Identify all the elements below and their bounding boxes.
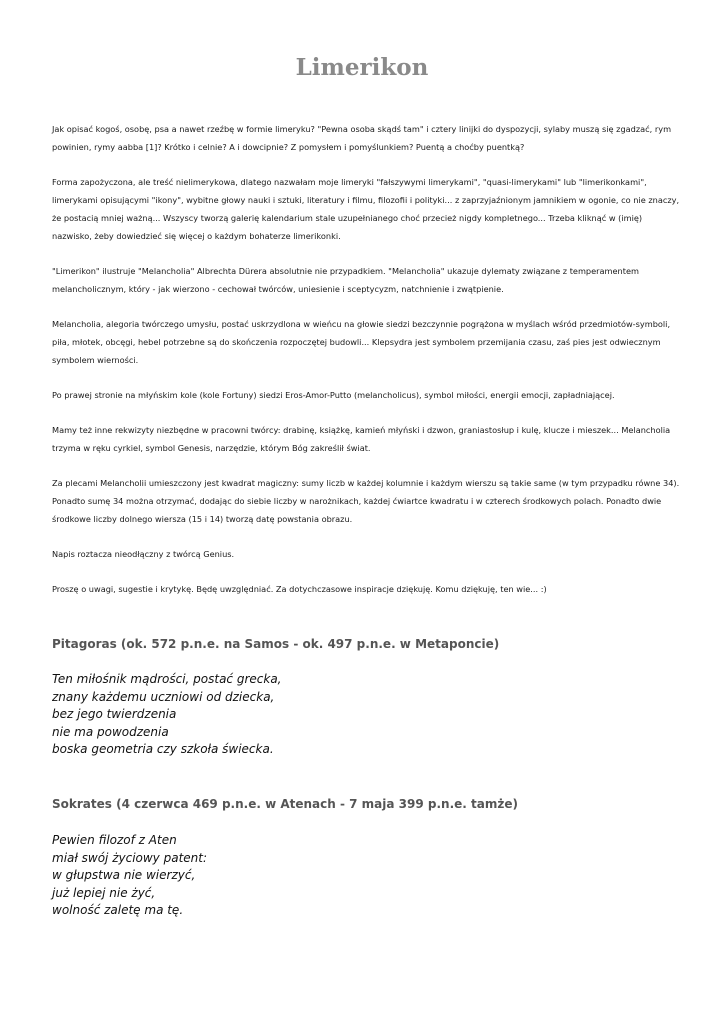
poem-line: miał swój życiowy patent: <box>52 850 208 865</box>
poem-line: Ten miłośnik mądrości, postać grecka, <box>52 672 282 686</box>
poem-line: bez jego twierdzenia <box>52 707 177 722</box>
entry-heading-sokrates[interactable]: Sokrates (4 czerwca 469 p.n.e. w Atenach - 7 maja 399 p.n.e. tamże) <box>52 797 518 811</box>
intro-paragraph: Po prawej stronie na młyńskim kole (kole Fortuny) siedzi Eros-Amor-Putto (melancholicus), symbol miłości, energii emocji, zapładniającej. <box>52 390 615 400</box>
poem-line: Pewien filozof z Aten <box>52 833 177 847</box>
poem-line: wolność zaletę ma tę. <box>52 903 184 918</box>
intro-text <box>52 120 680 615</box>
poem-line: znany każdemu uczniowi od dziecka, <box>52 689 275 704</box>
intro-paragraph: Melancholia, alegoria twórczego umysłu, postać uskrzydlona w wieńcu na głowie siedzi bezczynnie pogrążona w myślach wśród przedmiotów-symboli, piła, młotek, obcęgi, hebel potrzebne są do skończenia rozpoczętej budowli... Klepsydra jest symbolem przemijania czasu, zaś pies jest odwiecznym symbolem wierności. <box>52 319 671 365</box>
entry-heading-pitagoras[interactable]: Pitagoras (ok. 572 p.n.e. na Samos - ok. 497 p.n.e. w Metaponcie) <box>52 637 500 651</box>
intro-paragraph: Za plecami Melancholii umieszczony jest kwadrat magiczny: sumy liczb w każdej kolumnie i każdym wierszu są takie same (w tym przypadku równe 34). Ponadto sumę 34 można otrzymać, dodając do siebie liczby w narożnikach, każdej ćwiartce kwadratu i w czterech środkowych polach. Ponadto dwie środkowe liczby dolnego wiersza (15 i 14) tworzą datę powstania obrazu. <box>52 478 680 524</box>
intro-paragraph: Forma zapożyczona, ale treść nielimerykowa, dlatego nazwałam moje limeryki "fałszywymi limerykami", "quasi-limerykami" lub "limerikonkami", limerykami opisującymi "ikony", wybitne głowy nauki i sztuki, literatury i filmu, filozofii i polityki... z zaprzyjaźnionym jamnikiem w ogonie, co nie znaczy, że postacią mniej ważną... Wszyscy tworzą galerię kalendarium stale uzupełnianego choć przecież nigdy kompletnego... Trzeba kliknąć w (imię) nazwisko, żeby dowiedzieć się więcej o każdym bohaterze limerikonki. <box>52 177 680 241</box>
poem-line: nie ma powodzenia <box>52 724 169 739</box>
intro-paragraph: Mamy też inne rekwizyty niezbędne w pracowni twórcy: drabinę, książkę, kamień młyński i dzwon, graniastosłup i kulę, klucze i mieszek... Melancholia trzyma w ręku cyrkiel, symbol Genesis, narzędzie, którym Bóg zakreślił świat. <box>52 425 671 453</box>
poem-line: już lepiej nie żyć, <box>52 885 156 900</box>
poem-sokrates <box>52 832 207 920</box>
intro-paragraph: "Limerikon" ilustruje "Melancholia" Albrechta Dürera absolutnie nie przypadkiem. "Melancholia" ukazuje dylematy związane z temperamentem melancholicznym, który - jak wierzono - cechował twórców, uniesienie i sceptycyzm, natchnienie i zwątpienie. <box>52 266 639 294</box>
poem-pitagoras <box>52 671 282 759</box>
intro-paragraph: Proszę o uwagi, sugestie i krytykę. Będę uwzględniać. Za dotychczasowe inspiracje dziękuję. Komu dziękuję, ten wie... :) <box>52 584 547 594</box>
page-title: Limerikon <box>295 54 429 81</box>
intro-paragraph: Jak opisać kogoś, osobę, psa a nawet rzeźbę w formie limeryku? "Pewna osoba skądś tam" i cztery linijki do dyspozycji, sylaby muszą się zgadzać, rym powinien, rymy aabba [1]? Krótko i celnie? A i dowcipnie? Z pomysłem i pomyślunkiem? Puentą a choćby puentką? <box>52 124 672 152</box>
poem-line: boska geometria czy szkoła świecka. <box>52 742 274 757</box>
poem-line: w głupstwa nie wierzyć, <box>52 868 196 883</box>
intro-paragraph: Napis roztacza nieodłączny z twórcą Genius. <box>52 549 235 559</box>
